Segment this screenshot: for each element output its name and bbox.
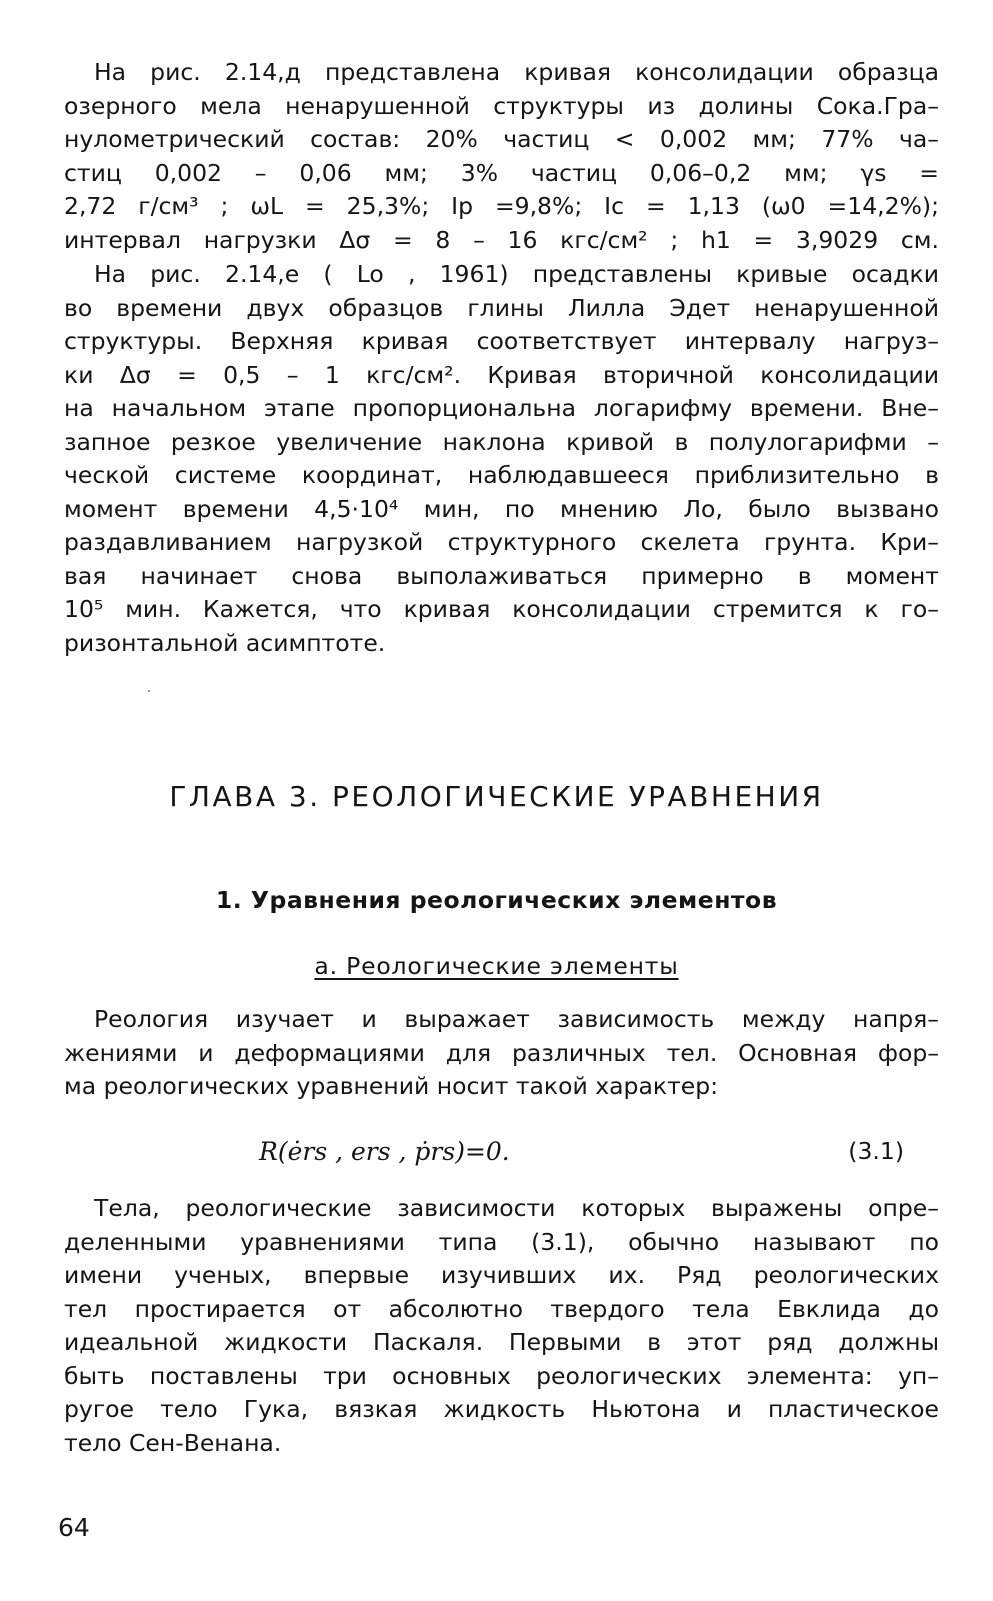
print-speck: [148, 690, 150, 692]
text-line: нулометрический состав: 20% частиц < 0,002 мм; 77% ча–: [64, 125, 939, 153]
text-line: жениями и деформациями для различных тел. Основная фор–: [64, 1038, 939, 1067]
text-line: деленными уравнениями типа (3.1), обычно называют по: [64, 1227, 939, 1256]
text-line: ругое тело Гука, вязкая жидкость Ньютона и пластическое: [64, 1395, 939, 1423]
equation-number: (3.1): [848, 1137, 904, 1165]
chapter-title: ГЛАВА 3. РЕОЛОГИЧЕСКИЕ УРАВНЕНИЯ: [169, 780, 824, 813]
text-line: ма реологических уравнений носит такой характер:: [64, 1072, 719, 1100]
text-line: 2,72 г/см³ ; ωL = 25,3%; Ip =9,8%; Ic = 1,13 (ω0 =14,2%);: [64, 192, 939, 220]
text-line: раздавливанием нагрузкой структурного скелета грунта. Кри–: [64, 528, 939, 556]
text-line: ризонтальной асимптоте.: [64, 628, 386, 657]
paragraph-consolidation-chalk: [64, 56, 939, 257]
text-line: На рис. 2.14,д представлена кривая консолидации образца: [94, 58, 939, 86]
text-line: Реология изучает и выражает зависимость между напря–: [94, 1005, 939, 1033]
subsection-title: [0, 952, 993, 980]
text-line: Тела, реологические зависимости которых выражены опре–: [94, 1194, 939, 1222]
page-number: 64: [58, 1513, 90, 1542]
text-line: 10⁵ мин. Кажется, что кривая консолидации стремится к го–: [64, 595, 939, 623]
paragraph-lilla-edet-clay: [64, 258, 939, 660]
text-line: момент времени 4,5·10⁴ мин, по мнению Ло, было вызвано: [64, 494, 939, 523]
text-line: стиц 0,002 – 0,06 мм; 3% частиц 0,06–0,2 мм; γs =: [64, 158, 939, 187]
text-line: На рис. 2.14,е ( Lo , 1961) представлены кривые осадки: [94, 260, 939, 288]
text-line: тел простирается от абсолютно твердого тела Евклида до: [64, 1294, 939, 1323]
paragraph-rheology-intro: [64, 1003, 939, 1104]
paragraph-rheological-bodies: [64, 1192, 939, 1460]
text-line: идеальной жидкости Паскаля. Первыми в этот ряд должны: [64, 1328, 939, 1356]
text-line: имени ученых, впервые изучивших их. Ряд реологических: [64, 1261, 939, 1289]
text-line: запное резкое увеличение наклона кривой в полулогарифми –: [64, 427, 939, 456]
text-line: на начальном этапе пропорциональна логарифму времени. Вне–: [64, 394, 939, 422]
subsection-title-text: а. Реологические элементы: [314, 952, 679, 980]
text-line: интервал нагрузки Δσ = 8 – 16 кгс/см² ; h1 = 3,9029 см.: [64, 225, 939, 254]
section-title: 1. Уравнения реологических элементов: [215, 886, 778, 914]
text-line: озерного мела ненарушенной структуры из долины Сока.Гра–: [64, 91, 939, 120]
text-line: во времени двух образцов глины Лилла Эдет ненарушенной: [64, 293, 939, 322]
equation-formula: R(ėrs , ers , ṗrs)=0.: [259, 1137, 510, 1166]
text-line: тело Сен-Венана.: [64, 1428, 282, 1457]
text-line: ки Δσ = 0,5 – 1 кгс/см². Кривая вторичной консолидации: [64, 360, 939, 389]
equation-3-1: [64, 1137, 904, 1173]
text-line: вая начинает снова выполаживаться примерно в момент: [64, 561, 939, 590]
text-line: структуры. Верхняя кривая соответствует интервалу нагруз–: [64, 327, 939, 355]
text-line: быть поставлены три основных реологических элемента: уп–: [64, 1361, 939, 1390]
text-line: ческой системе координат, наблюдавшееся приблизительно в: [64, 461, 939, 489]
